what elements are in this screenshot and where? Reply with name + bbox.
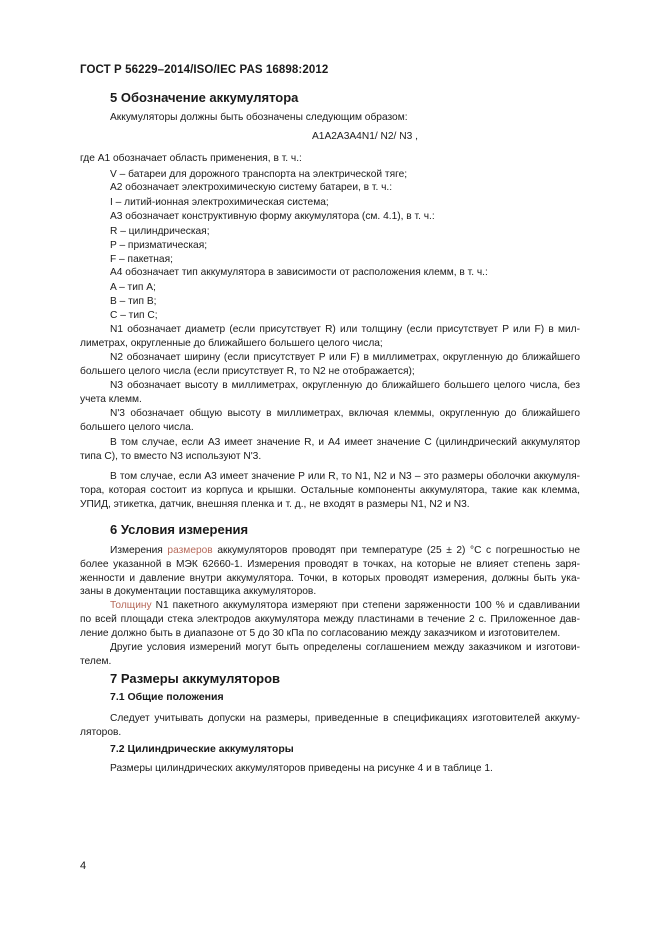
- s6-p1-start: Измерения: [110, 545, 168, 556]
- n3-line-2: учета клемм.: [80, 394, 142, 405]
- s6-p1-line-2: более указанной в МЭК 62660-1. Измерения проводят в точках, на которые не влияет степень заря-: [80, 559, 580, 570]
- s6-p1-line-3: женности и давление внутри аккумулятора. Точки, в которых проводят измерения, должны быть ука-: [80, 573, 580, 584]
- s6-p3-line-1: Другие условия измерений могут быть определены соглашением между заказчиком и изготови-: [110, 642, 580, 653]
- s6-p1-line-1: [110, 545, 580, 557]
- section-7-2-title: 7.2 Цилиндрические аккумуляторы: [110, 743, 294, 755]
- s71-line-1: Следует учитывать допуски на размеры, приведенные в спецификациях изготовителей аккуму-: [110, 713, 580, 724]
- case2-line-1: В том случае, если A3 имеет значение P или R, то N1, N2 и N3 – это размеры оболочки аккумуля-: [110, 471, 580, 482]
- s6-p2-rest: N1 пакетного аккумулятора измеряют при степени заряженности 100 % и сдавливании: [151, 600, 580, 611]
- section-6-title: 6 Условия измерения: [110, 522, 249, 537]
- case1-line-1: В том случае, если A3 имеет значение R, и A4 имеет значение C (цилиндрический аккумулятор: [110, 437, 580, 448]
- section-7-1-title: 7.1 Общие положения: [110, 691, 224, 703]
- s6-p2-line-2: по всей площади стека электродов аккумулятора между пластинами в течение 2 с. Приложенное дав-: [80, 614, 580, 625]
- a4-b: B – тип B;: [110, 296, 157, 307]
- a4-a: A – тип A;: [110, 282, 156, 293]
- a1-v: V – батареи для дорожного транспорта на электрической тяге;: [110, 169, 408, 180]
- highlight-thickness: Толщину: [110, 600, 152, 611]
- s72-line-1: Размеры цилиндрических аккумуляторов приведены на рисунке 4 и в таблице 1.: [110, 763, 493, 774]
- s5-where: где A1 обозначает область применения, в т. ч.:: [80, 153, 302, 164]
- case1-line-2: типа C), то вместо N3 используют N'3.: [80, 451, 262, 462]
- a2-def: A2 обозначает электрохимическую систему батареи, в т. ч.:: [110, 182, 393, 193]
- n2-line-1: N2 обозначает ширину (если присутствует P или F) в миллиметрах, округленную до ближайшего: [110, 352, 580, 363]
- s6-p3-line-2: телем.: [80, 656, 112, 667]
- case2-line-2: тора, которая состоит из корпуса и крышки. Остальные компоненты аккумулятора, такие как клемма,: [80, 485, 580, 496]
- s5-intro: Аккумуляторы должны быть обозначены следующим образом:: [110, 112, 408, 123]
- a4-def: A4 обозначает тип аккумулятора в зависимости от расположения клемм, в т. ч.:: [110, 267, 488, 278]
- s6-p1-rest: аккумуляторов проводят при температуре (25 ± 2) °C с погрешностью не: [212, 545, 580, 556]
- s6-p2-line-1: [110, 600, 580, 612]
- n3prime-line-1: N'3 обозначает общую высоту в миллиметрах, включая клеммы, округленную до ближайшего: [110, 408, 580, 419]
- highlight-sizes: размеров: [167, 545, 213, 556]
- a2-i: I – литий-ионная электрохимическая система;: [110, 197, 329, 208]
- formula-text: A1A2A3A4N1/ N2/ N3 ,: [312, 131, 418, 142]
- n3-line-1: N3 обозначает высоту в миллиметрах, округленную до ближайшего большего целого числа, без: [110, 380, 580, 391]
- a3-p: P – призматическая;: [110, 240, 208, 251]
- a3-r: R – цилиндрическая;: [110, 226, 210, 237]
- n3prime-line-2: большего целого числа.: [80, 422, 194, 433]
- page-number: 4: [80, 860, 87, 872]
- a3-f: F – пакетная;: [110, 254, 173, 265]
- s71-line-2: ляторов.: [80, 727, 122, 738]
- s6-p1-line-4: заны в документации поставщика аккумуляторов.: [80, 586, 317, 597]
- n2-line-2: большего целого числа (если присутствует R, то N2 не отображается);: [80, 366, 415, 377]
- s6-p2-line-3: ление должно быть в диапазоне от 5 до 30 кПа по согласованию между заказчиком и изготовителем.: [80, 628, 561, 639]
- document-header: ГОСТ Р 56229–2014/ISO/IEC PAS 16898:2012: [80, 64, 329, 76]
- n1-line-2: лиметрах, округленные до ближайшего большего целого числа;: [80, 338, 383, 349]
- a3-def: A3 обозначает конструктивную форму аккумулятора (см. 4.1), в т. ч.:: [110, 211, 435, 222]
- a4-c: C – тип C;: [110, 310, 158, 321]
- section-7-title: 7 Размеры аккумуляторов: [110, 671, 281, 686]
- designation-formula: [312, 131, 418, 143]
- n1-line-1: N1 обозначает диаметр (если присутствует R) или толщину (если присутствует P или F) в мил-: [110, 324, 580, 335]
- section-5-title: 5 Обозначение аккумулятора: [110, 90, 299, 105]
- case2-line-3: УПИД, этикетка, датчик, внешняя пленка и т. д., не входят в размеры N1, N2 и N3.: [80, 499, 470, 510]
